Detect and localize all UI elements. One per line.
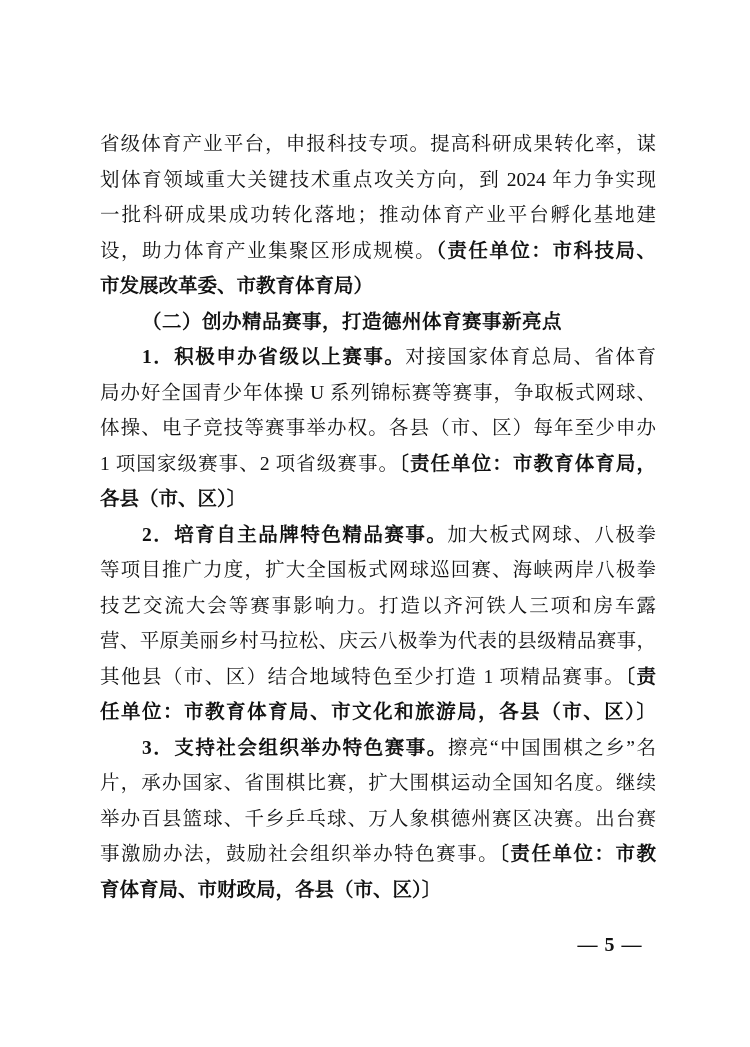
text-line bbox=[100, 376, 656, 412]
text-line bbox=[100, 198, 656, 234]
text-segment-body: 局办好全国青少年体操 U 系列锦标赛等赛事，争取板式网球、 bbox=[100, 382, 656, 404]
text-line bbox=[100, 553, 656, 589]
text-segment-body: 设，助力体育产业集聚区形成规模。 bbox=[100, 240, 437, 262]
text-line bbox=[100, 269, 656, 305]
text-line bbox=[100, 766, 656, 802]
text-line bbox=[100, 624, 656, 660]
text-segment-lead: 2．培育自主品牌特色精品赛事。 bbox=[142, 524, 448, 546]
text-segment-resp: （责任单位：市科技局、 bbox=[436, 240, 656, 262]
text-segment-body: 举办百县篮球、千乡乒乓球、万人象棋德州赛区决赛。出台赛 bbox=[100, 808, 656, 830]
text-segment-body: 对接国家体育总局、省体育 bbox=[405, 347, 656, 368]
text-segment-body: 划体育领域重大关键技术重点攻关方向，到 2024 年力争实现 bbox=[100, 169, 656, 191]
text-line bbox=[100, 802, 656, 838]
text-line bbox=[100, 837, 656, 873]
text-line bbox=[100, 518, 656, 554]
text-segment-body: 擦亮“中国围棋之乡”名 bbox=[447, 737, 656, 759]
text-line bbox=[100, 163, 656, 199]
text-segment-body: 1 项国家级赛事、2 项省级赛事。 bbox=[100, 453, 400, 475]
text-line bbox=[100, 447, 656, 483]
page-number: — 5 — bbox=[577, 934, 643, 956]
text-segment-resp: 〔责任单位：市教育体育局， bbox=[399, 453, 656, 475]
text-line bbox=[100, 340, 656, 376]
text-line bbox=[100, 873, 656, 909]
text-line bbox=[100, 589, 656, 625]
text-line bbox=[100, 482, 656, 518]
text-segment-header: （二）创办精品赛事，打造德州体育赛事新亮点 bbox=[142, 311, 563, 333]
text-segment-body: 技艺交流大会等赛事影响力。打造以齐河铁人三项和房车露 bbox=[100, 595, 656, 617]
text-line bbox=[100, 695, 656, 731]
text-segment-resp: 〔责 bbox=[625, 666, 656, 688]
text-segment-body: 片，承办国家、省围棋比赛，扩大围棋运动全国知名度。继续 bbox=[100, 773, 656, 794]
text-segment-resp: 育体育局、市财政局，各县（市、区）〕 bbox=[100, 879, 442, 901]
text-segment-resp: 任单位：市教育体育局、市文化和旅游局，各县（市、区）〕 bbox=[100, 702, 656, 723]
text-segment-resp: 各县（市、区）〕 bbox=[100, 489, 247, 510]
text-segment-body: 其他县（市、区）结合地域特色至少打造 1 项精品赛事。 bbox=[100, 666, 626, 688]
text-segment-resp: 市发展改革委、市教育体育局） bbox=[100, 276, 374, 297]
text-segment-body: 营、平原美丽乡村马拉松、庆云八极拳为代表的县级精品赛事， bbox=[100, 631, 656, 652]
text-segment-body: 等项目推广力度，扩大全国板式网球巡回赛、海峡两岸八极拳 bbox=[100, 560, 656, 581]
text-segment-body: 事激励办法，鼓励社会组织举办特色赛事。 bbox=[100, 844, 500, 865]
text-line bbox=[100, 660, 656, 696]
document-body bbox=[100, 127, 656, 908]
text-line bbox=[100, 411, 656, 447]
text-segment-body: 省级体育产业平台，申报科技专项。提高科研成果转化率，谋 bbox=[100, 134, 656, 155]
text-line bbox=[100, 731, 656, 767]
text-segment-body: 体操、电子竞技等赛事举办权。各县（市、区）每年至少申办 bbox=[100, 418, 656, 439]
text-line bbox=[100, 305, 656, 341]
text-line bbox=[100, 234, 656, 270]
text-segment-resp: 〔责任单位：市教 bbox=[499, 844, 656, 865]
text-segment-lead: 1．积极申办省级以上赛事。 bbox=[142, 347, 406, 368]
text-segment-body: 一批科研成果成功转化落地；推动体育产业平台孵化基地建 bbox=[100, 205, 656, 226]
text-line bbox=[100, 127, 656, 163]
text-segment-lead: 3．支持社会组织举办特色赛事。 bbox=[142, 737, 448, 759]
text-segment-body: 加大板式网球、八极拳 bbox=[447, 524, 656, 546]
